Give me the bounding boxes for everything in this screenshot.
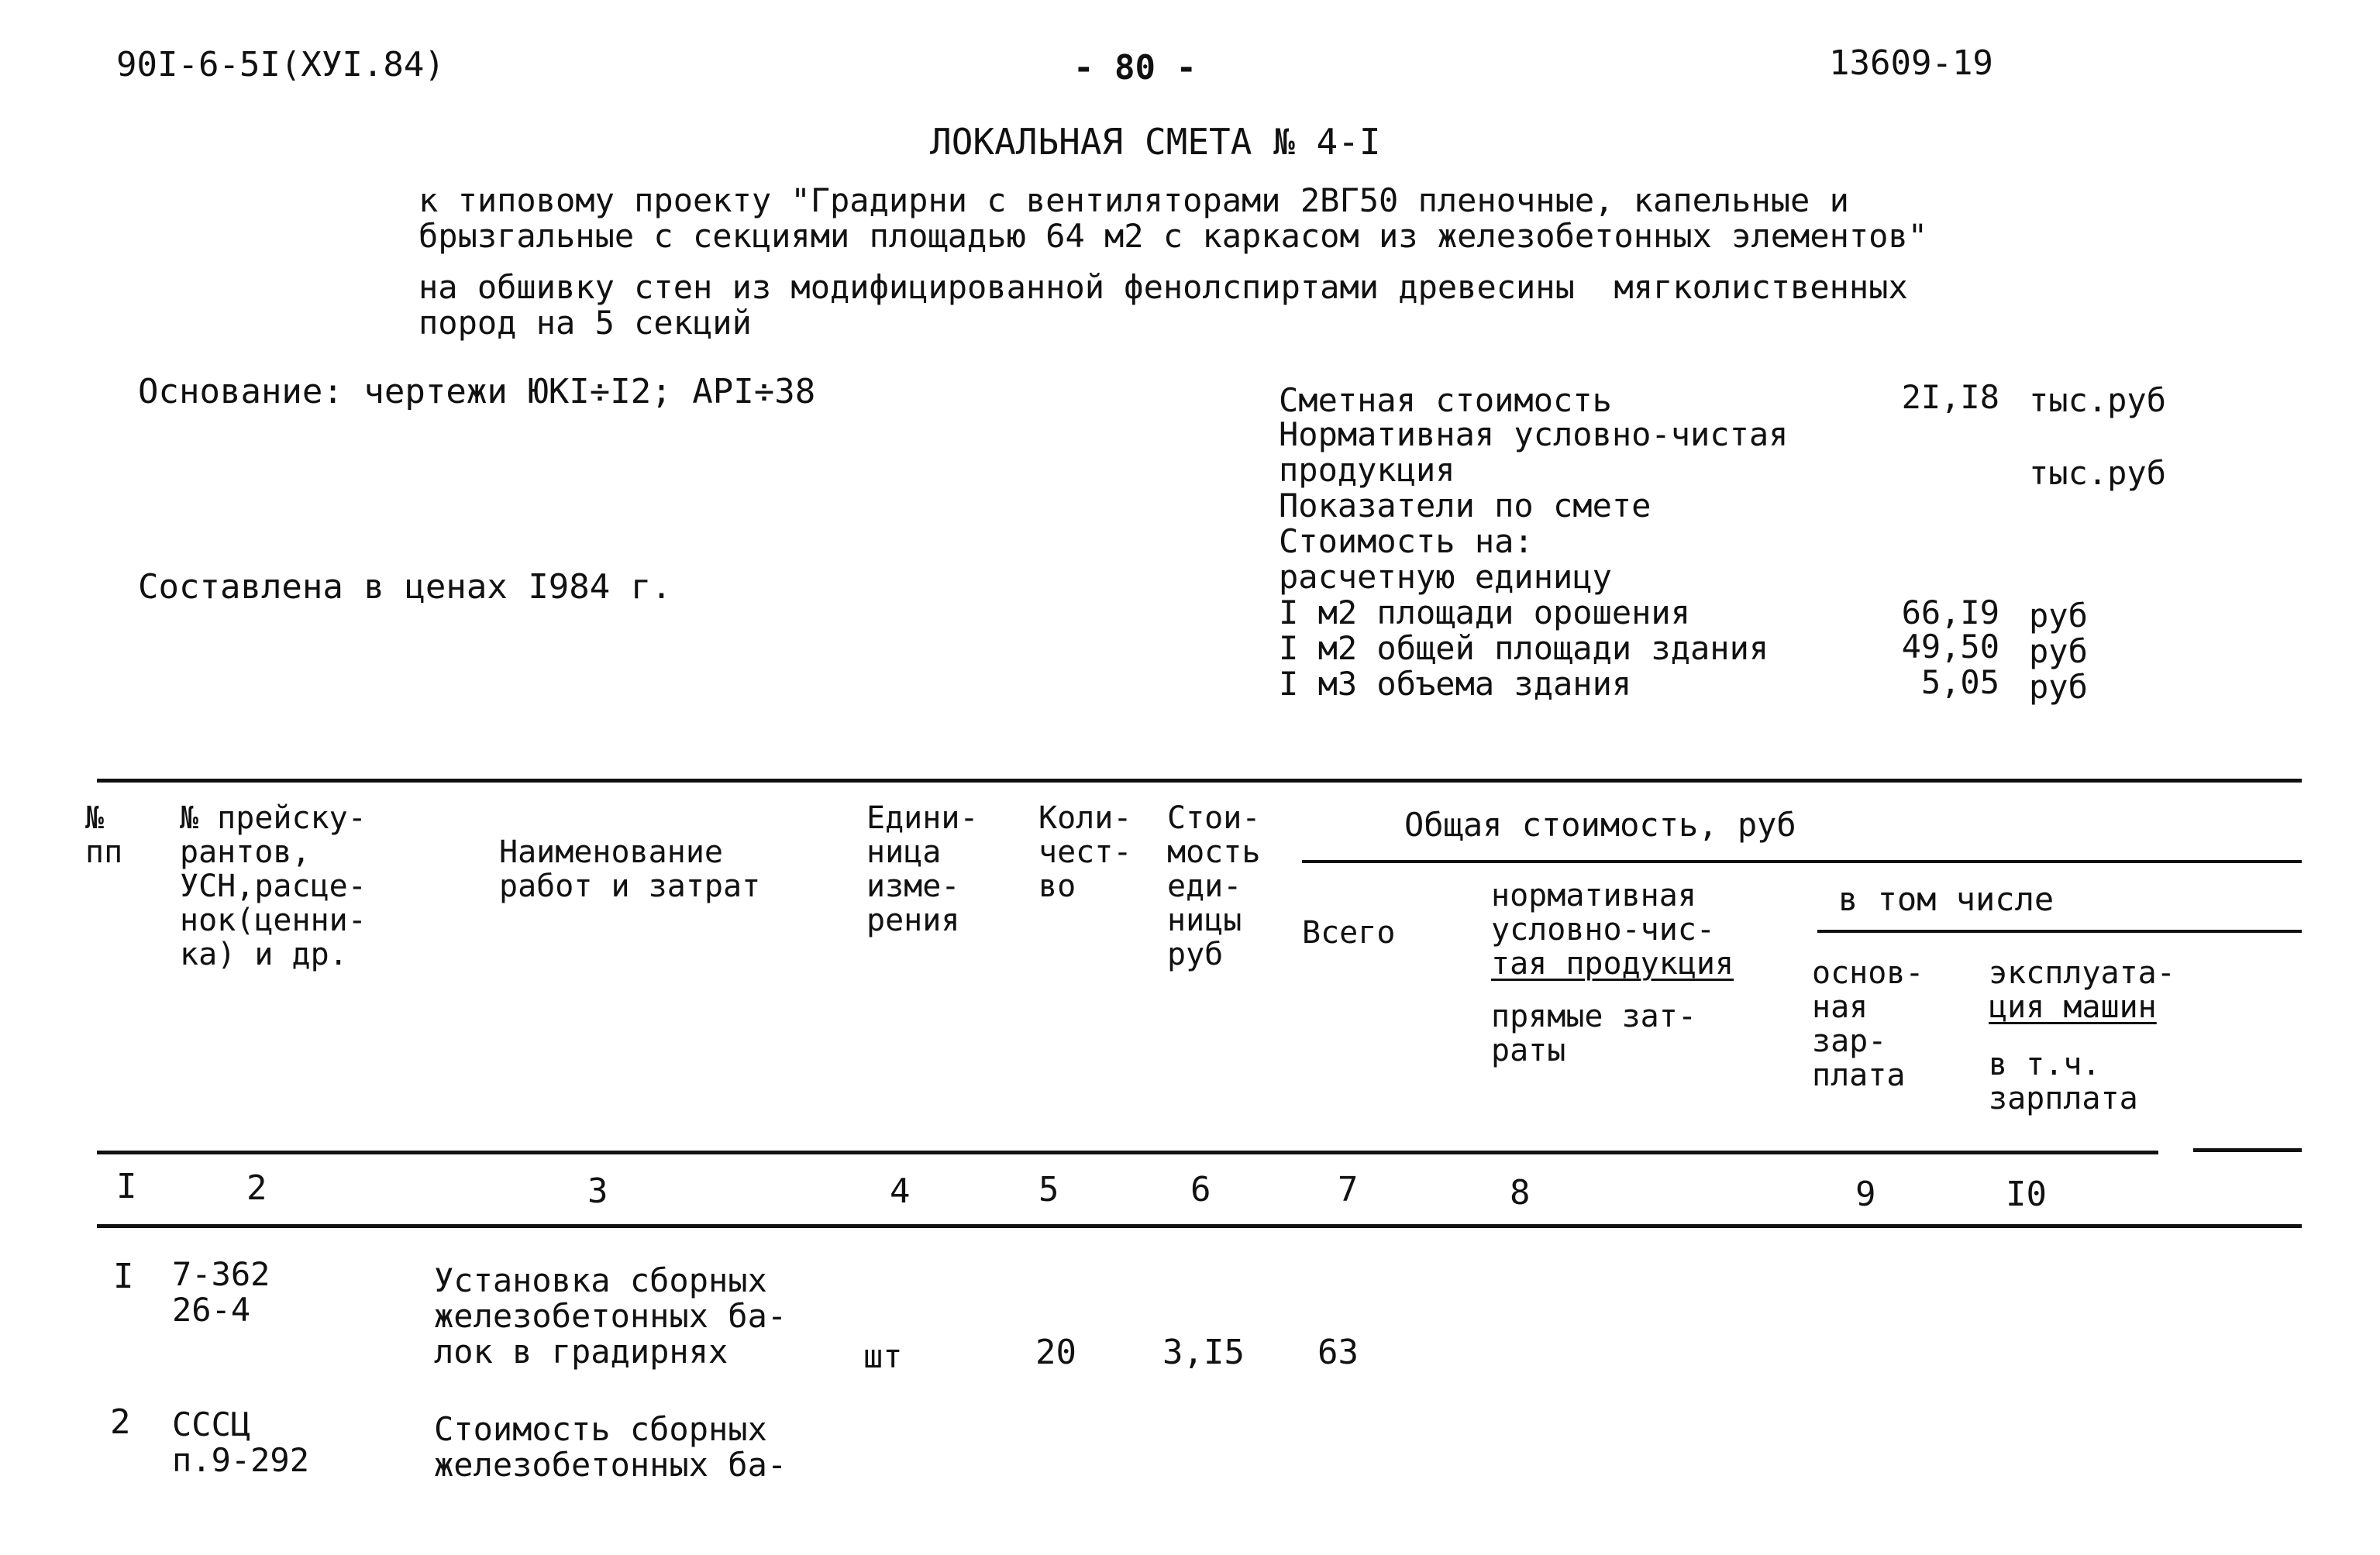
unit-label: расчетную единицу <box>1279 558 1612 596</box>
row-name-line: железобетонных ба- <box>434 1297 787 1335</box>
row-code-line: СССЦ <box>172 1405 251 1443</box>
row-code-line: 7-362 <box>172 1255 270 1293</box>
header-col10-underlined: ция машин <box>1989 989 2157 1025</box>
row-total: 63 <box>1317 1333 1359 1372</box>
indicator-value: 49,50 <box>1901 628 1999 666</box>
incl-underline <box>1817 930 2302 933</box>
header-total-cost: Общая стоимость, руб <box>1404 806 1796 844</box>
header-col3-line: работ и затрат <box>499 869 761 904</box>
row-name-line: железобетонных ба- <box>434 1446 787 1484</box>
column-number: 2 <box>246 1168 267 1208</box>
column-number: 6 <box>1190 1170 1211 1209</box>
header-col5-line: во <box>1038 869 1076 904</box>
header-col6-line: мость <box>1167 834 1261 870</box>
header-col4-line: рения <box>866 903 960 938</box>
indicator-value: 5,05 <box>1920 663 1999 701</box>
header-col5-line: Коли- <box>1038 800 1132 836</box>
header-col4-line: Едини- <box>866 800 979 836</box>
header-col2-line: нок(ценни- <box>180 903 367 938</box>
row-number: I <box>113 1257 134 1296</box>
header-col9-line: ная <box>1812 989 1869 1025</box>
indicator-label: I м2 общей площади здания <box>1279 629 1769 667</box>
normative-label-1: Нормативная условно-чистая <box>1279 415 1789 453</box>
header-col7: Всего <box>1302 915 1396 951</box>
header-col1-a: № <box>85 800 105 836</box>
row-unit-price: 3,I5 <box>1162 1333 1245 1372</box>
header-col8-line: раты <box>1491 1033 1566 1068</box>
header-col2-line: ка) и др. <box>180 937 348 972</box>
header-col8-underlined: тая продукция <box>1491 946 1734 982</box>
row-quantity: 20 <box>1035 1333 1076 1372</box>
header-col8-line: прямые зат- <box>1491 999 1696 1034</box>
column-number: 5 <box>1038 1170 1059 1209</box>
row-code-line: 26-4 <box>172 1291 251 1329</box>
column-number: 9 <box>1855 1175 1876 1214</box>
column-number: I0 <box>2006 1175 2047 1214</box>
indicator-unit: руб <box>2029 597 2088 635</box>
indicator-value: 66,I9 <box>1901 593 1999 631</box>
header-col4-line: ница <box>866 834 942 870</box>
header-col10-line: в т.ч. <box>1989 1047 2101 1082</box>
indicator-unit: руб <box>2029 668 2088 706</box>
header-col1-b: пп <box>85 834 123 870</box>
document-code: 90I-6-5I(XУI.84) <box>116 45 445 84</box>
row-name-line: лок в градирнях <box>434 1333 728 1371</box>
header-col2-line: № прейску- <box>180 800 367 836</box>
page-number: - 80 - <box>1073 48 1197 88</box>
header-col4-line: изме- <box>866 869 960 904</box>
header-col5-line: чест- <box>1038 834 1132 870</box>
header-col6-line: руб <box>1167 937 1224 972</box>
row-unit: шт <box>863 1337 903 1375</box>
header-bottom-rule-end <box>2193 1148 2302 1152</box>
document-title: ЛОКАЛЬНАЯ СМЕТА № 4-I <box>930 121 1381 163</box>
header-col9-line: основ- <box>1812 955 1924 991</box>
column-number: 8 <box>1510 1173 1531 1213</box>
header-col10-line: зарплата <box>1989 1081 2138 1116</box>
document-number: 13609-19 <box>1829 43 1993 83</box>
indicators-label: Показатели по смете <box>1279 487 1652 525</box>
indicator-label: I м3 объема здания <box>1279 665 1632 703</box>
header-col9-line: плата <box>1812 1058 1906 1093</box>
row-name-line: Установка сборных <box>434 1261 767 1299</box>
header-col6-line: еди- <box>1167 869 1242 904</box>
header-col9-line: зар- <box>1812 1023 1887 1059</box>
header-col2-line: УСН,расце- <box>180 869 367 904</box>
indicator-label: I м2 площади орошения <box>1279 593 1691 631</box>
row-code-line: п.9-292 <box>172 1441 310 1479</box>
column-number: 7 <box>1338 1170 1359 1209</box>
prices-year-text: Составлена в ценах I984 г. <box>138 567 672 607</box>
header-col10-line: эксплуата- <box>1989 955 2175 991</box>
subtitle-line-3: на обшивку стен из модифицированной фенолспиртами древесины мягколиственных <box>418 268 1908 306</box>
header-col6-line: ницы <box>1167 903 1242 938</box>
header-col6-line: Стои- <box>1167 800 1261 836</box>
basis-text: Основание: чертежи ЮКI÷I2; АРI÷38 <box>138 372 816 411</box>
estimated-cost-unit: тыс.руб <box>2029 381 2167 419</box>
row-name-line: Стоимость сборных <box>434 1410 767 1448</box>
column-numbers-rule <box>97 1224 2302 1228</box>
subtitle-line-4: пород на 5 секций <box>418 304 752 342</box>
estimated-cost-value: 2I,I8 <box>1901 378 1999 416</box>
normative-unit: тыс.руб <box>2029 454 2167 492</box>
header-col8-line: условно-чис- <box>1491 912 1715 948</box>
cost-per-label: Стоимость на: <box>1279 522 1534 560</box>
subtitle-line-1: к типовому проекту "Градирни с вентиляторами 2ВГ50 пленочные, капельные и <box>418 181 1849 219</box>
table-top-rule <box>97 779 2302 783</box>
header-col2-line: рантов, <box>180 834 311 870</box>
indicator-unit: руб <box>2029 632 2088 670</box>
header-bottom-rule <box>97 1151 2158 1154</box>
estimated-cost-label: Сметная стоимость <box>1279 381 1612 419</box>
column-number: I <box>116 1167 137 1206</box>
header-col3-line: Наименование <box>499 834 723 870</box>
row-number: 2 <box>110 1402 131 1442</box>
subtitle-line-2: брызгальные с секциями площадью 64 м2 с каркасом из железобетонных элементов" <box>418 217 1928 255</box>
normative-label-2: продукция <box>1279 451 1455 489</box>
total-cost-underline <box>1302 860 2302 863</box>
header-col8-line: нормативная <box>1491 878 1696 913</box>
column-number: 4 <box>890 1171 911 1211</box>
column-number: 3 <box>587 1171 608 1211</box>
header-including: в том числе <box>1838 880 2055 918</box>
